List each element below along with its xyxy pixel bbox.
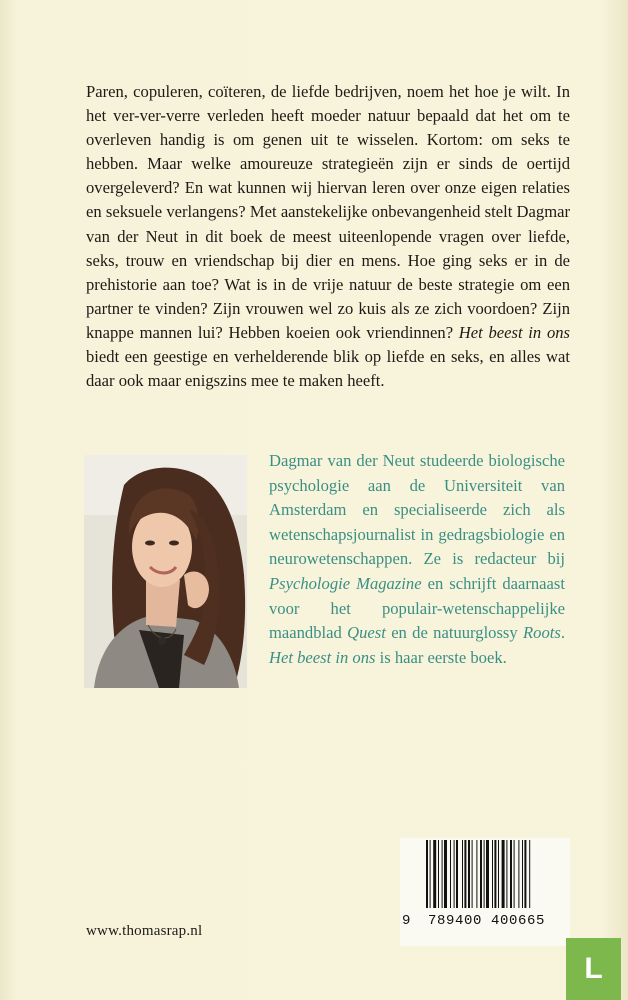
author-bio	[269, 449, 565, 670]
publisher-logo	[566, 938, 621, 1000]
barcode-bar	[430, 840, 431, 908]
barcode-bar	[529, 840, 530, 908]
bio-text-1: Dagmar van der Neut studeerde biologische psychologie aan de Universiteit van Amsterdam en specialiseerde zich als wetenschapsjournalist in gedragsbiologie en neurowetenschappen. Ze is redacteur bij	[269, 451, 565, 569]
bio-text-3: en de natuurglossy	[385, 623, 524, 643]
bio-text-5: is haar eerste boek.	[375, 647, 507, 667]
barcode-bar	[492, 840, 493, 908]
bio-book-title: Het beest in ons	[269, 647, 376, 667]
barcode-bar	[468, 840, 470, 908]
barcode	[400, 838, 570, 946]
barcode-bar	[510, 840, 512, 908]
barcode-bar	[438, 840, 439, 908]
barcode-bar	[462, 840, 463, 908]
back-cover-blurb: Paren, copuleren, coïteren, de liefde bedrijven, noem het hoe je wilt. In het ver-ver-verre verleden heeft moeder natuur bepaald dat het om te overleven handig is om genen uit te wisselen. Kortom: om seks te hebben. Maar welke amoureuze strategieën zijn er sinds de oertijd overgeleverd? En wat kunnen wij hiervan leren over onze eigen relaties en seksuele verlangens? Met aanstekelijke onbevangenheid stelt Dagmar van der Neut in dit boek de meest uiteenlopende vragen over liefde, seks, trouw en vriendschap bij dier en mens. Hoe ging seks er in de prehistorie aan toe? Wat is in de vrije natuur de beste strategie om een partner te vinden? Zijn vrouwen wel zo kuis als ze zich voordoen? Zijn knappe mannen lui? Hebben koeien ook vriendinnen? Het beest in ons biedt een geestige en verhelderende blik op liefde en seks, en alles wat daar ook maar enigszins mee te maken heeft.	[86, 82, 570, 391]
barcode-bar	[514, 840, 515, 908]
barcode-bar	[524, 840, 526, 908]
author-photo	[84, 455, 247, 688]
barcode-bar	[454, 840, 455, 908]
barcode-bar	[476, 840, 477, 908]
barcode-bar	[480, 840, 482, 908]
publisher-logo-letter: L	[584, 952, 603, 985]
bio-quest-title: Quest	[347, 623, 386, 643]
barcode-bar	[472, 840, 473, 908]
barcode-bar	[522, 840, 523, 908]
bio-roots-title: Roots	[523, 623, 561, 643]
barcode-bar	[486, 840, 489, 908]
barcode-bar	[484, 840, 485, 908]
isbn-lead-digit: 9	[402, 913, 412, 929]
bio-text-2: en schrijft daarnaast voor het populair-wetenschappelijke maandblad	[269, 573, 565, 643]
barcode-bar	[502, 840, 505, 908]
barcode-bar	[426, 840, 428, 908]
barcode-bar	[494, 840, 496, 908]
barcode-bar	[506, 840, 507, 908]
barcode-bar	[442, 840, 443, 908]
barcode-bar	[498, 840, 499, 908]
barcode-bar	[444, 840, 447, 908]
barcode-bar	[450, 840, 451, 908]
barcode-bar	[456, 840, 458, 908]
bio-magazine-title: Psychologie Magazine	[269, 573, 422, 593]
publisher-website[interactable]: www.thomasrap.nl	[86, 923, 203, 939]
author-portrait-image	[84, 455, 247, 688]
barcode-bar	[464, 840, 466, 908]
barcode-bar	[433, 840, 436, 908]
bio-text-4: .	[560, 623, 565, 643]
isbn-digits: 789400 400665	[428, 913, 546, 929]
barcode-bars	[426, 840, 566, 910]
barcode-bar	[518, 840, 519, 908]
